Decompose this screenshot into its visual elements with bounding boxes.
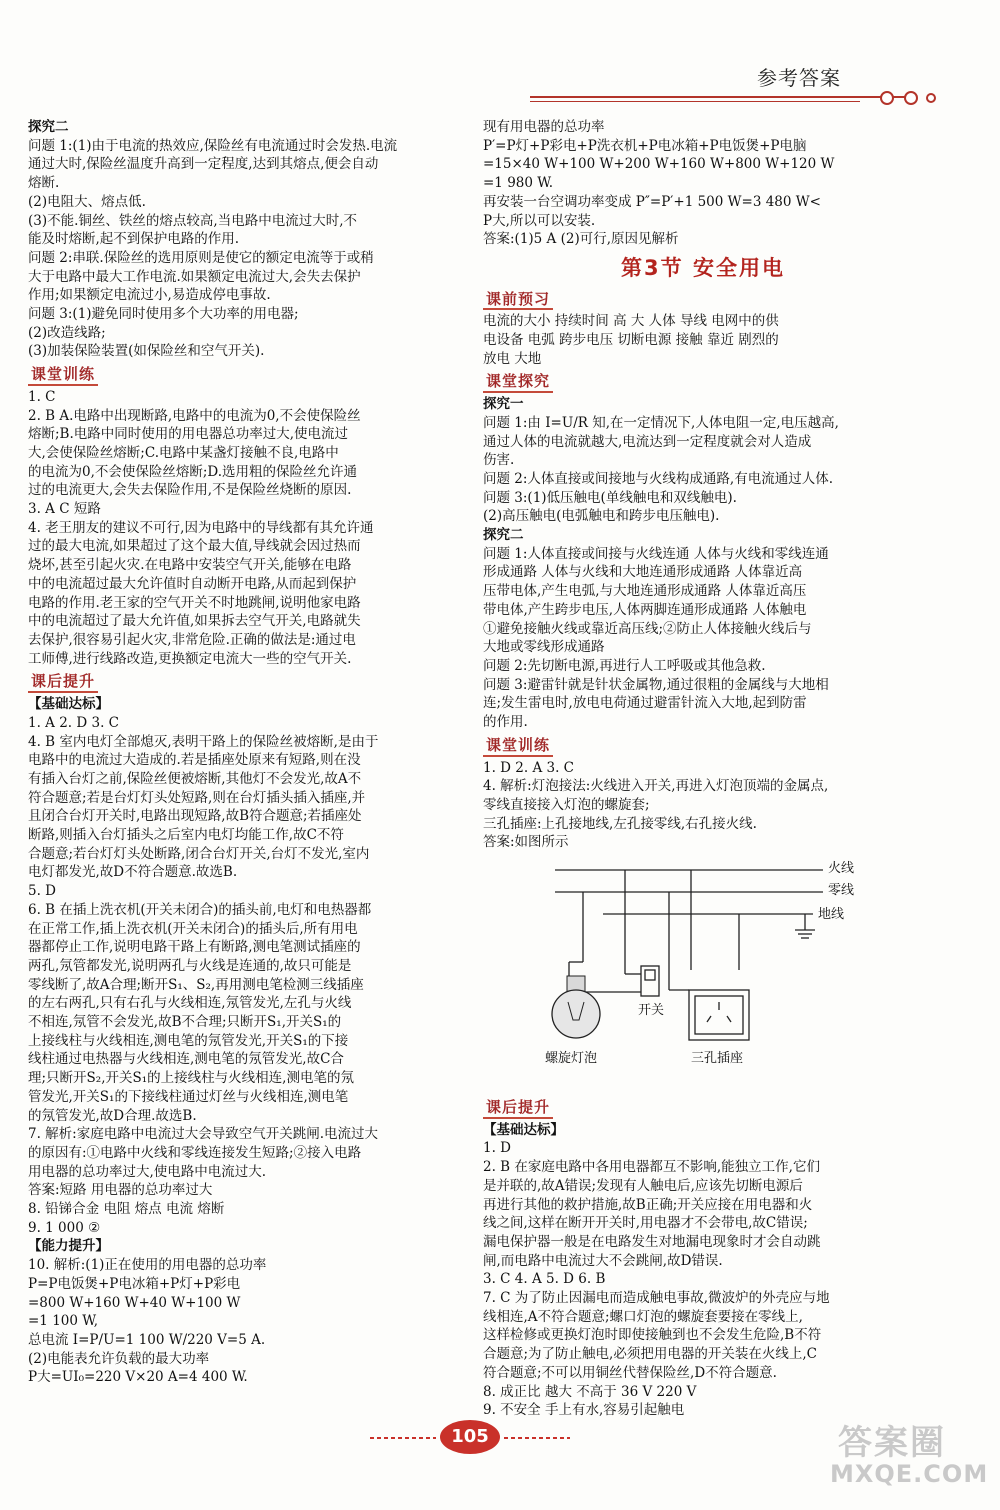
ground-wire-label: 地线 [818, 907, 845, 923]
text-line: 器都停止工作,说明电路干路上有断路,测电笔测试插座的 [28, 939, 361, 956]
text-line: 在正常工作,插上洗衣机(开关未闭合)的插头后,所有用电 [28, 920, 358, 937]
header-rule-thin [530, 101, 860, 102]
page-number: 105 [440, 1420, 500, 1454]
text-line: P′=P灯+P彩电+P洗衣机+P电冰箱+P电饭煲+P电脑 [483, 137, 807, 154]
section-heading-row [483, 368, 923, 395]
text-line: 问题 3:避雷针就是针状金属物,通过很粗的金属线与大地相 [483, 676, 829, 693]
text-line: P=P电饭煲+P电冰箱+P灯+P彩电 [28, 1275, 241, 1292]
text-line: 电路中的电流过大造成的.若是插座处原来有短路,则在没 [28, 752, 361, 769]
right-column-bottom [483, 1094, 923, 1420]
text-line: 的原因有:①电路中火线和零线连接发生短路;②接入电路 [28, 1144, 362, 1161]
text-line: 问题 2:先切断电源,再进行人工呼吸或其他急救. [483, 657, 766, 674]
section-heading-row [483, 286, 923, 313]
text-line: 1. A 2. D 3. C [28, 714, 119, 731]
header-title: 参考答案 [757, 66, 841, 90]
socket-label: 三孔插座 [691, 1051, 744, 1067]
header-ornament-icon [926, 93, 936, 103]
subsection-heading: 探究二 [483, 527, 524, 544]
text-line: (2)电阻大、熔点低. [28, 193, 146, 210]
text-line: =15×40 W+100 W+200 W+160 W+800 W+120 W [483, 156, 835, 173]
section-heading: 课堂训练 [483, 736, 553, 757]
header-rule [530, 96, 910, 98]
text-line: 问题 3:(1)低压触电(单线触电和双线触电). [483, 489, 737, 506]
section-heading: 课堂探究 [483, 372, 553, 393]
text-line: 问题 2:串联.保险丝的选用原则是使它的额定电流等于或稍 [28, 249, 374, 266]
text-line: =800 W+160 W+40 W+100 W [28, 1294, 241, 1311]
text-line: 过的电流更大,会失去保险作用,不是保险丝烧断的原因. [28, 482, 352, 499]
text-line: =1 100 W, [28, 1313, 99, 1330]
socket-hole-left [707, 1016, 711, 1022]
bulb-icon [552, 976, 600, 1038]
socket-icon [695, 996, 743, 1034]
text-line: =1 980 W. [483, 175, 554, 192]
text-line: 三孔插座:上孔接地线,左孔接零线,右孔接火线. [483, 815, 757, 832]
section-title: 第3节 安全用电 [621, 255, 785, 280]
text-line: 问题 1:(1)由于电流的热效应,保险丝有电流通过时会发热.电流 [28, 137, 398, 154]
text-line: 的左右两孔,只有右孔与火线相连,氖管发光,左孔与火线 [28, 995, 352, 1012]
text-line: 再安装一台空调功率变成 P″=P′+1 500 W=3 480 W< [483, 193, 821, 210]
text-line: 有插入台灯之前,保险丝便被熔断,其他灯不会发光,故A不 [28, 770, 362, 787]
text-line: 压带电体,产生电弧,与大地连通形成通路 人体靠近高压 [483, 583, 807, 600]
text-line: 9. 不安全 手上有水,容易引起触电 [483, 1402, 685, 1419]
text-line: 放电 大地 [483, 350, 542, 367]
switch-label: 开关 [638, 1003, 665, 1019]
text-line: 10. 解析:(1)正在使用的用电器的总功率 [28, 1257, 267, 1274]
text-line: 9. 1 000 ② [28, 1219, 101, 1236]
text-line: 工师傅,进行线路改造,更换额定电流大一些的空气开关. [28, 650, 352, 667]
page-number-rule [504, 1437, 570, 1439]
text-line: 两孔,氖管都发光,说明两孔与火线是连通的,故只可能是 [28, 957, 352, 974]
subsection-heading: 【能力提升】 [28, 1238, 109, 1255]
text-line: 不相连,氖管不会发光,故B不合理;只断开S₁,开关S₁的 [28, 1014, 342, 1031]
text-line: (3)加装保险装置(如保险丝和空气开关). [28, 343, 265, 360]
subsection-heading: 【基础达标】 [28, 696, 109, 713]
text-line: P大=UI₀=220 V×20 A=4 400 W. [28, 1369, 248, 1386]
text-line: 烧坏,甚至引起火灾.在电路中安装空气开关,能够在电路 [28, 557, 352, 574]
text-line: 管发光,开关S₁的下接线柱通过灯丝与火线相连,测电笔 [28, 1088, 349, 1105]
text-line: P大,所以可以安装. [483, 212, 596, 229]
neutral-wire-label: 零线 [828, 883, 855, 899]
text-line: 3. C 4. A 5. D 6. B [483, 1271, 606, 1288]
section-heading: 课前预习 [483, 290, 553, 311]
text-line: 3. A C 短路 [28, 501, 101, 518]
text-line: 零线断了,故A合理;断开S₁、S₂,再用测电笔检测三线插座 [28, 976, 364, 993]
text-line: 电灯都发光,故D不符合题意.故选B. [28, 864, 238, 881]
section-heading-row [483, 1094, 923, 1121]
text-line: 这样检修或更换灯泡时即使接触到也不会发生危险,B不符 [483, 1327, 822, 1344]
page-number-rule [370, 1437, 436, 1439]
text-line: 符合题意;不可以用铜丝代替保险丝,D不符合题意. [483, 1364, 777, 1381]
section-heading-row [28, 361, 458, 388]
text-line: 通过大时,保险丝温度升高到一定程度,达到其熔点,便会自动 [28, 156, 379, 173]
section-heading: 课后提升 [28, 672, 98, 693]
subsection-heading: 探究二 [28, 119, 69, 135]
right-column [483, 118, 923, 1420]
text-line: 问题 2:人体直接或间接地与火线构成通路,有电流通过人体. [483, 470, 834, 487]
left-column [28, 118, 458, 1387]
right-column-top [483, 118, 923, 249]
section-heading-row [483, 732, 923, 759]
text-line: 闸,而电路中电流过大不会跳闸,故D错误. [483, 1252, 723, 1269]
watermark-url: MXQE.COM [830, 1460, 989, 1488]
text-line: 再进行其他的救护措施,故B正确;开关应接在用电器和火 [483, 1196, 813, 1213]
text-line: 答案:短路 用电器的总功率过大 [28, 1182, 213, 1199]
text-line: 过的最大电流,如果超过了这个最大值,导线就会因过热而 [28, 538, 361, 555]
live-wire-label: 火线 [828, 861, 855, 877]
section-heading: 课堂训练 [28, 365, 98, 386]
text-line: 作用;如果额定电流过小,易造成停电事故. [28, 287, 271, 304]
text-line: 合题意;若台灯灯头处断路,闭合台灯开关,台灯不发光,室内 [28, 845, 370, 862]
text-line: 的电流为0,不会使保险丝熔断;D.选用粗的保险丝允许通 [28, 463, 358, 480]
text-line: 答案:如图所示 [483, 834, 569, 851]
section-heading-row [28, 668, 458, 695]
text-line: 1. D [483, 1140, 511, 1157]
text-line: 大,会使保险丝熔断;C.电路中某盏灯接触不良,电路中 [28, 444, 339, 461]
text-line: 符合题意;若是台灯灯头处短路,则在台灯插头插入插座,并 [28, 789, 366, 806]
text-line: 问题 1:由 I=U/R 知,在一定情况下,人体电阻一定,电压越高, [483, 414, 839, 431]
text-line: (2)高压触电(电弧触电和跨步电压触电). [483, 508, 720, 525]
text-line: 4. 解析:灯泡接法:火线进入开关,再进入灯泡顶端的金属点, [483, 778, 829, 795]
text-line: 答案:(1)5 A (2)可行,原因见解析 [483, 231, 679, 248]
text-line: 通过人体的电流就越大,电流达到一定程度就会对人造成 [483, 433, 812, 450]
text-line: 零线直接接入灯泡的螺旋套; [483, 796, 650, 813]
text-line: 电路的作用.老王家的空气开关不时地跳闸,说明他家电路 [28, 594, 361, 611]
text-line: (3)不能.铜丝、铁丝的熔点较高,当电路中电流过大时,不 [28, 212, 357, 229]
text-line: 断路,则插入台灯插头之后室内电灯均能工作,故C不符 [28, 827, 344, 844]
text-line: 是并联的,故A错误;发现有人触电后,应该先切断电源后 [483, 1177, 803, 1194]
text-line: 线相连,A不符合题意;螺口灯泡的螺旋套要接在零线上, [483, 1308, 803, 1325]
text-line: 伤害. [483, 452, 515, 469]
text-line: 线之间,这样在断开开关时,用电器才不会带电,故C错误; [483, 1215, 808, 1232]
switch-icon [645, 970, 655, 980]
text-line: 理;只断开S₂,开关S₁的上接线柱与火线相连,测电笔的氖 [28, 1070, 354, 1087]
text-line: 2. B 在家庭电路中各用电器都互不影响,能独立工作,它们 [483, 1159, 820, 1176]
text-line: 5. D [28, 883, 56, 900]
header-ornament-icon [904, 91, 918, 105]
text-line: 7. 解析:家庭电路中电流过大会导致空气开关跳闸.电流过大 [28, 1126, 379, 1143]
text-line: 的氖管发光,故D合理.故选B. [28, 1107, 197, 1124]
text-line: 7. C 为了防止因漏电而造成触电事故,微波炉的外壳应与地 [483, 1290, 830, 1307]
text-line: 中的电流超过了最大允许值,如果拆去空气开关,电路就失 [28, 613, 361, 630]
text-line: 6. B 在插上洗衣机(开关未闭合)的插头前,电灯和电热器都 [28, 901, 372, 918]
circuit-diagram [483, 852, 923, 1094]
text-line: 形成通路 人体与火线和大地连通形成通路 人体靠近高 [483, 564, 803, 581]
text-line: 中的电流超过最大允许值时自动断开电路,从而起到保护 [28, 575, 357, 592]
watermark-logo: 答案圈 [838, 1423, 946, 1463]
text-line: 合题意;为了防止触电,必须把用电器的开关装在火线上,C [483, 1346, 817, 1363]
text-line: 去保护,很容易引起火灾,非常危险.正确的做法是:通过电 [28, 631, 356, 648]
socket-icon [689, 990, 749, 1040]
text-line: 1. D 2. A 3. C [483, 759, 574, 776]
text-line: ①避免接触火线或靠近高压线;②防止人体接触火线后与 [483, 620, 812, 637]
subsection-heading: 【基础达标】 [483, 1121, 564, 1138]
text-line: 4. 老王朋友的建议不可行,因为电路中的导线都有其允许通 [28, 519, 374, 536]
right-column-mid [483, 286, 923, 852]
header-ornament-icon [880, 91, 894, 105]
text-line: 上接线柱与火线相连,测电笔的氖管发光,开关S₁的下接 [28, 1032, 349, 1049]
text-line: 漏电保护器一般是在电路发生对地漏电现象时才会自动跳 [483, 1233, 821, 1250]
text-line: 带电体,产生跨步电压,人体两脚连通形成通路 人体触电 [483, 601, 807, 618]
text-line: 线柱通过电热器与火线相连,测电笔的氖管发光,故C合 [28, 1051, 344, 1068]
text-line: 用电器的总功率过大,使电路中电流过大. [28, 1163, 267, 1180]
section-heading: 课后提升 [483, 1098, 553, 1119]
text-line: 大地或零线形成通路 [483, 639, 605, 656]
text-line: 且闭合台灯开关时,电路出现短路,故B符合题意;若插座处 [28, 808, 362, 825]
text-line: 大于电路中最大工作电流.如果额定电流过大,会失去保护 [28, 268, 361, 285]
text-line: 熔断;B.电路中同时使用的用电器总功率过大,使电流过 [28, 426, 349, 443]
text-line: 能及时熔断,起不到保护电路的作用. [28, 231, 240, 248]
bulb-label: 螺旋灯泡 [545, 1051, 598, 1067]
text-line: 的作用. [483, 714, 528, 731]
text-line: 总电流 I=P/U=1 100 W/220 V=5 A. [28, 1332, 266, 1348]
text-line: 4. B 室内电灯全部熄灭,表明干路上的保险丝被熔断,是由于 [28, 733, 379, 750]
text-line: 熔断. [28, 175, 60, 192]
text-line: 现有用电器的总功率 [483, 119, 605, 135]
text-line: (2)改造线路; [28, 324, 106, 341]
text-line: 电设备 电弧 跨步电压 切断电源 接触 靠近 剧烈的 [483, 332, 779, 349]
text-line: 问题 1:人体直接或间接与火线连通 人体与火线和零线连通 [483, 545, 829, 562]
text-line: 2. B A.电路中出现断路,电路中的电流为0,不会使保险丝 [28, 407, 361, 424]
text-line: 1. C [28, 388, 56, 405]
text-line: 电流的大小 持续时间 高 大 人体 导线 电网中的供 [483, 313, 779, 330]
subsection-heading: 探究一 [483, 396, 524, 413]
text-line: 问题 3:(1)避免同时使用多个大功率的用电器; [28, 306, 299, 323]
text-line: 8. 成正比 越大 不高于 36 V 220 V [483, 1383, 697, 1400]
text-line: (2)电能表允许负载的最大功率 [28, 1350, 210, 1367]
text-line: 8. 铅锑合金 电阻 熔点 电流 熔断 [28, 1201, 225, 1218]
text-line: 连;发生雷电时,放电电荷通过避雷针流入大地,起到防雷 [483, 695, 807, 712]
socket-hole-right [727, 1016, 731, 1022]
